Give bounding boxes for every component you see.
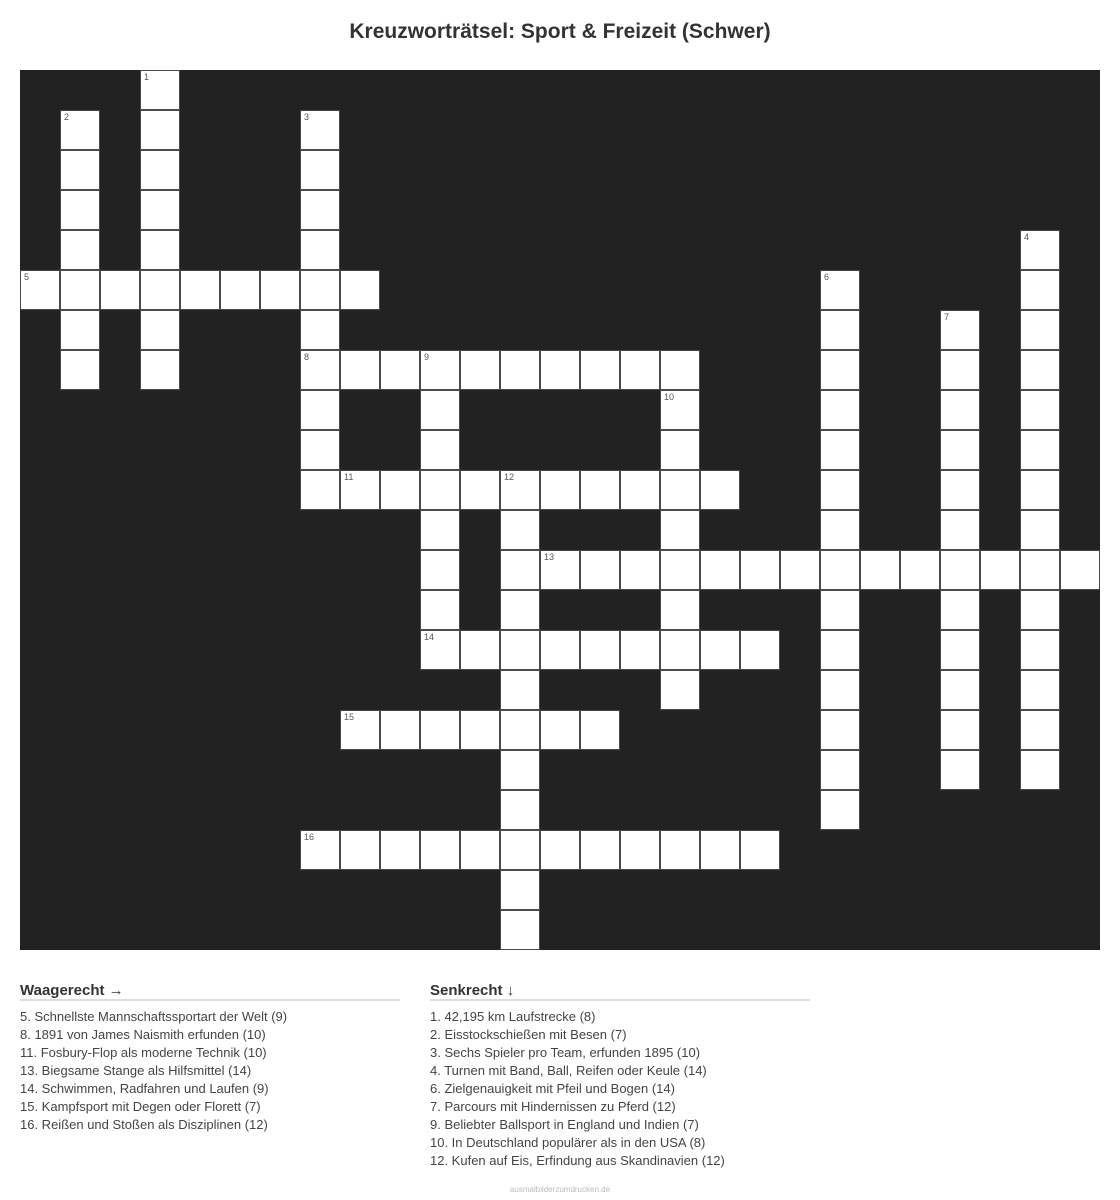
clue-item: 13. Biegsame Stange als Hilfsmittel (14) [20, 1063, 252, 1078]
grid-cell[interactable] [540, 710, 580, 750]
grid-cell[interactable] [380, 830, 420, 870]
clue-number: 6 [824, 272, 830, 282]
grid-cell[interactable] [620, 630, 660, 670]
grid-cell[interactable] [340, 470, 380, 510]
grid-cell[interactable] [140, 230, 180, 270]
grid-cell[interactable] [940, 510, 980, 550]
grid-cell[interactable] [940, 750, 980, 790]
grid-cell[interactable] [500, 630, 540, 670]
clue-number: 13 [544, 552, 555, 562]
grid-cell[interactable] [940, 350, 980, 390]
grid-cell[interactable] [60, 270, 100, 310]
grid-cell[interactable] [580, 470, 620, 510]
grid-cell[interactable] [1020, 310, 1060, 350]
grid-cell[interactable] [340, 350, 380, 390]
grid-cell[interactable] [820, 590, 860, 630]
grid-cell[interactable] [140, 190, 180, 230]
grid-cell[interactable] [660, 470, 700, 510]
grid-cell[interactable] [1020, 550, 1060, 590]
grid-cell[interactable] [820, 710, 860, 750]
grid-cell[interactable] [620, 830, 660, 870]
grid-cell[interactable] [820, 310, 860, 350]
grid-cell[interactable] [140, 110, 180, 150]
grid-cell[interactable] [820, 270, 860, 310]
grid-cell[interactable] [700, 830, 740, 870]
grid-cell[interactable] [860, 550, 900, 590]
down-clue-list [430, 1008, 810, 1170]
grid-cell[interactable] [300, 110, 340, 150]
grid-cell[interactable] [580, 710, 620, 750]
grid-cell[interactable] [60, 350, 100, 390]
grid-cell[interactable] [700, 470, 740, 510]
grid-cell[interactable] [660, 510, 700, 550]
grid-cell[interactable] [660, 670, 700, 710]
grid-cell[interactable] [500, 550, 540, 590]
clue-item: 16. Reißen und Stoßen als Disziplinen (12) [20, 1117, 268, 1132]
clue-number: 3 [304, 112, 310, 122]
grid-cell[interactable] [620, 350, 660, 390]
grid-cell[interactable] [420, 350, 460, 390]
clue-item: 1. 42,195 km Laufstrecke (8) [430, 1009, 596, 1024]
grid-cell[interactable] [740, 630, 780, 670]
grid-cell[interactable] [500, 710, 540, 750]
grid-cell[interactable] [820, 430, 860, 470]
clue-item: 11. Fosbury-Flop als moderne Technik (10) [20, 1045, 267, 1060]
grid-cell[interactable] [340, 710, 380, 750]
grid-cell[interactable] [980, 550, 1020, 590]
clue-number: 1 [144, 72, 150, 82]
page-title: Kreuzworträtsel: Sport & Freizeit (Schwer) [349, 20, 771, 43]
grid-cell[interactable] [500, 750, 540, 790]
grid-cell[interactable] [580, 550, 620, 590]
grid-cell[interactable] [420, 510, 460, 550]
grid-cell[interactable] [420, 630, 460, 670]
grid-cell[interactable] [1020, 470, 1060, 510]
clue-number: 2 [64, 112, 70, 122]
grid-cell[interactable] [300, 390, 340, 430]
clue-number: 14 [424, 632, 435, 642]
grid-cell[interactable] [620, 470, 660, 510]
grid-cell[interactable] [500, 670, 540, 710]
grid-cell[interactable] [940, 670, 980, 710]
grid-cell[interactable] [740, 550, 780, 590]
grid-cell[interactable] [60, 150, 100, 190]
grid-cell[interactable] [540, 350, 580, 390]
grid-cell[interactable] [500, 350, 540, 390]
grid-cell[interactable] [580, 830, 620, 870]
grid-cell[interactable] [300, 190, 340, 230]
clue-number: 10 [664, 392, 675, 402]
grid-cell[interactable] [820, 750, 860, 790]
grid-cell[interactable] [540, 830, 580, 870]
grid-cell[interactable] [1060, 550, 1100, 590]
grid-cell[interactable] [660, 390, 700, 430]
grid-cell[interactable] [820, 630, 860, 670]
grid-cell[interactable] [300, 230, 340, 270]
across-clues-panel [20, 982, 400, 1134]
grid-cell[interactable] [60, 230, 100, 270]
clue-item: 9. Beliebter Ballsport in England und Indien (7) [430, 1117, 699, 1132]
grid-cell[interactable] [260, 270, 300, 310]
across-clue-list [20, 1008, 400, 1134]
grid-cell[interactable] [660, 350, 700, 390]
clue-number: 8 [304, 352, 310, 362]
grid-cell[interactable] [140, 270, 180, 310]
grid-cell[interactable] [820, 350, 860, 390]
clue-item: 12. Kufen auf Eis, Erfindung aus Skandinavien (12) [430, 1153, 725, 1168]
grid-cell[interactable] [420, 470, 460, 510]
grid-cell[interactable] [1020, 670, 1060, 710]
grid-cell[interactable] [500, 790, 540, 830]
grid-cell[interactable] [940, 590, 980, 630]
grid-cell[interactable] [820, 670, 860, 710]
grid-cell[interactable] [420, 550, 460, 590]
grid-cell[interactable] [580, 350, 620, 390]
grid-cell[interactable] [540, 550, 580, 590]
grid-cell[interactable] [1020, 270, 1060, 310]
grid-cell[interactable] [940, 310, 980, 350]
grid-cell[interactable] [1020, 390, 1060, 430]
grid-cell[interactable] [660, 830, 700, 870]
clue-item: 10. In Deutschland populärer als in den USA (8) [430, 1135, 706, 1150]
grid-cell[interactable] [540, 630, 580, 670]
clue-number: 15 [344, 712, 355, 722]
grid-cell[interactable] [380, 470, 420, 510]
clue-item: 7. Parcours mit Hindernissen zu Pferd (12) [430, 1099, 676, 1114]
grid-cell[interactable] [540, 470, 580, 510]
clue-number: 5 [24, 272, 30, 282]
grid-cell[interactable] [60, 110, 100, 150]
clue-item: 14. Schwimmen, Radfahren und Laufen (9) [20, 1081, 269, 1096]
grid-cell[interactable] [460, 710, 500, 750]
clue-number: 9 [424, 352, 430, 362]
grid-cell[interactable] [140, 310, 180, 350]
grid-cell[interactable] [900, 550, 940, 590]
clue-item: 15. Kampfsport mit Degen oder Florett (7) [20, 1099, 261, 1114]
grid-cell[interactable] [1020, 710, 1060, 750]
grid-cell[interactable] [420, 830, 460, 870]
grid-cell[interactable] [420, 390, 460, 430]
grid-cell[interactable] [60, 310, 100, 350]
crossword-grid [20, 70, 1100, 950]
clue-item: 6. Zielgenauigkeit mit Pfeil und Bogen (14) [430, 1081, 675, 1096]
grid-cell[interactable] [1020, 350, 1060, 390]
grid-cell[interactable] [820, 470, 860, 510]
grid-cell[interactable] [300, 430, 340, 470]
grid-cell[interactable] [740, 830, 780, 870]
grid-cell[interactable] [1020, 590, 1060, 630]
grid-cell[interactable] [820, 550, 860, 590]
grid-cell[interactable] [140, 70, 180, 110]
grid-cell[interactable] [300, 310, 340, 350]
grid-cell[interactable] [460, 470, 500, 510]
grid-cell[interactable] [780, 550, 820, 590]
grid-cell[interactable] [1020, 510, 1060, 550]
clue-number: 11 [344, 472, 354, 482]
grid-cell[interactable] [420, 590, 460, 630]
across-heading: Waagerecht → [20, 982, 400, 1001]
grid-cell[interactable] [220, 270, 260, 310]
grid-cell[interactable] [820, 510, 860, 550]
grid-cell[interactable] [20, 270, 60, 310]
grid-cell[interactable] [700, 550, 740, 590]
grid-cell[interactable] [500, 870, 540, 910]
grid-cell[interactable] [1020, 430, 1060, 470]
grid-cell[interactable] [1020, 630, 1060, 670]
clue-item: 5. Schnellste Mannschaftssportart der Welt (9) [20, 1009, 288, 1024]
clue-number: 12 [504, 472, 515, 482]
grid-cell[interactable] [460, 830, 500, 870]
down-clues-panel [430, 982, 810, 1170]
grid-cell[interactable] [1020, 750, 1060, 790]
grid-cell[interactable] [60, 190, 100, 230]
grid-cell[interactable] [420, 710, 460, 750]
grid-cell[interactable] [300, 830, 340, 870]
grid-cell[interactable] [460, 350, 500, 390]
grid-cell[interactable] [140, 150, 180, 190]
grid-cell[interactable] [940, 430, 980, 470]
grid-cell[interactable] [140, 350, 180, 390]
grid-cell[interactable] [180, 270, 220, 310]
clue-item: 8. 1891 von James Naismith erfunden (10) [20, 1027, 266, 1042]
grid-cell[interactable] [820, 790, 860, 830]
grid-cell[interactable] [500, 590, 540, 630]
grid-cell[interactable] [940, 710, 980, 750]
clue-item: 3. Sechs Spieler pro Team, erfunden 1895 (10) [430, 1045, 701, 1060]
grid-cell[interactable] [460, 630, 500, 670]
grid-cell[interactable] [580, 630, 620, 670]
clue-number: 16 [304, 832, 315, 842]
grid-cell[interactable] [660, 630, 700, 670]
grid-cell[interactable] [300, 150, 340, 190]
clue-item: 4. Turnen mit Band, Ball, Reifen oder Keule (14) [430, 1063, 707, 1078]
grid-cell[interactable] [660, 590, 700, 630]
grid-cell[interactable] [380, 350, 420, 390]
grid-cell[interactable] [500, 510, 540, 550]
grid-cell[interactable] [300, 470, 340, 510]
grid-cell[interactable] [300, 270, 340, 310]
grid-cell[interactable] [380, 710, 420, 750]
grid-cell[interactable] [700, 630, 740, 670]
grid-cell[interactable] [940, 390, 980, 430]
grid-cell[interactable] [300, 350, 340, 390]
grid-cell[interactable] [820, 390, 860, 430]
grid-cell[interactable] [500, 470, 540, 510]
footer-credit: ausmalbilderzumdrucken.de [509, 1185, 611, 1194]
grid-cell[interactable] [620, 550, 660, 590]
grid-cell[interactable] [940, 630, 980, 670]
grid-cell[interactable] [500, 910, 540, 950]
down-heading: Senkrecht ↓ [430, 982, 810, 1001]
clue-number: 4 [1024, 232, 1030, 242]
grid-cell[interactable] [1020, 230, 1060, 270]
grid-cell[interactable] [940, 470, 980, 510]
grid-cell[interactable] [660, 550, 700, 590]
grid-cell[interactable] [420, 430, 460, 470]
grid-cell[interactable] [340, 270, 380, 310]
grid-cell[interactable] [660, 430, 700, 470]
grid-cell[interactable] [940, 550, 980, 590]
clue-item: 2. Eisstockschießen mit Besen (7) [430, 1027, 627, 1042]
grid-cell[interactable] [500, 830, 540, 870]
grid-cell[interactable] [340, 830, 380, 870]
clue-number: 7 [944, 312, 950, 322]
grid-cell[interactable] [100, 270, 140, 310]
